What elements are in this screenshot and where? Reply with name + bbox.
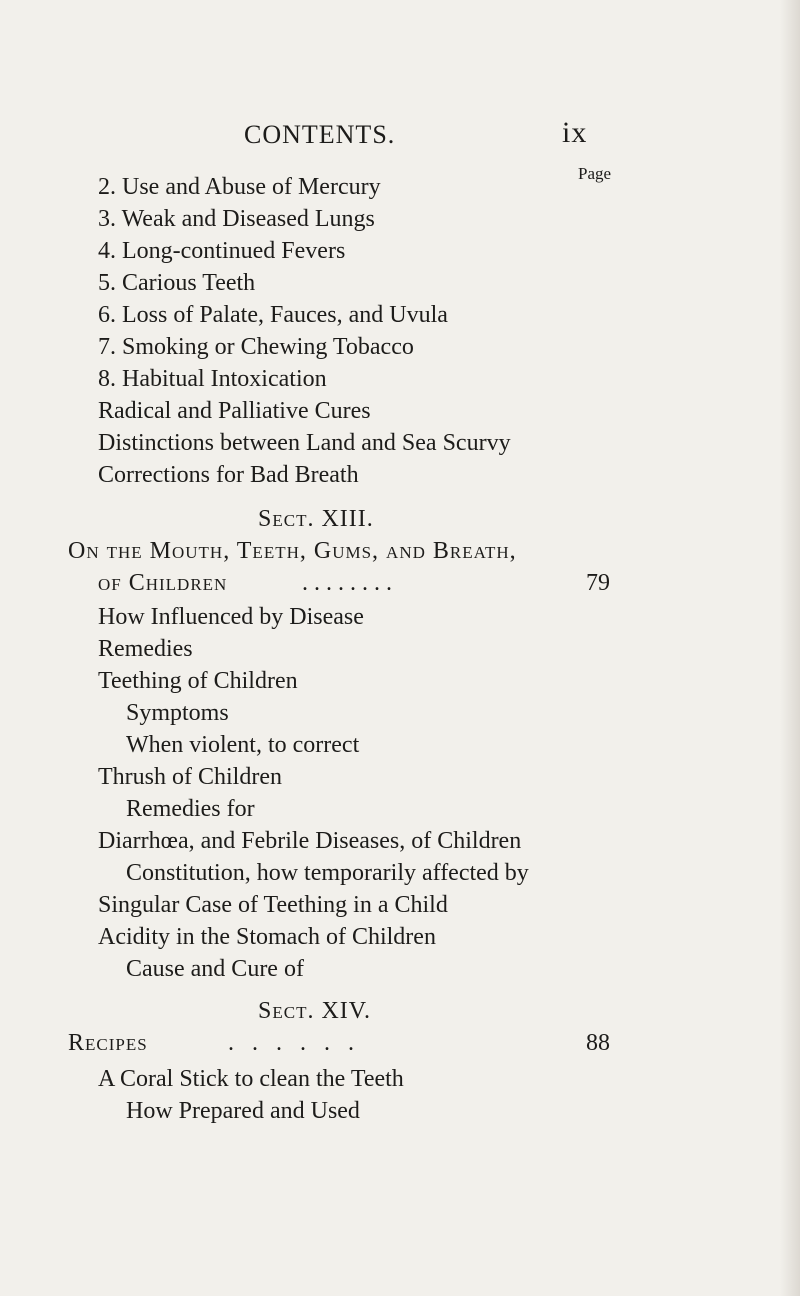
entry-mercury: 2. Use and Abuse of Mercury <box>98 174 381 200</box>
entry-cures: Radical and Palliative Cures <box>98 398 371 424</box>
entry-diarrhoea: Diarrhœa, and Febrile Diseases, of Children <box>98 828 522 854</box>
section-13-heading: Sect. XIII. <box>258 506 374 532</box>
section-13-title-line1: On the Mouth, Teeth, Gums, and Breath, <box>68 538 517 564</box>
section-13-page: 79 <box>586 570 610 596</box>
entry-symptoms: Symptoms <box>126 700 229 726</box>
entry-palate: 6. Loss of Palate, Fauces, and Uvula <box>98 302 448 328</box>
running-head-title: CONTENTS. <box>244 120 396 149</box>
section-14-page: 88 <box>586 1030 610 1056</box>
entry-remedies: Remedies <box>98 636 193 662</box>
entry-singular-case: Singular Case of Teething in a Child <box>98 892 448 918</box>
section-13-title-line2: of Children <box>98 570 228 596</box>
entry-scurvy: Distinctions between Land and Sea Scurvy <box>98 430 511 456</box>
page-numeral: ix <box>562 116 588 149</box>
section-13-leaders: . . . . . . . . <box>302 570 392 596</box>
entry-acidity: Acidity in the Stomach of Children <box>98 924 436 950</box>
section-14-title: Recipes <box>68 1030 148 1056</box>
entry-intoxication: 8. Habitual Intoxication <box>98 366 327 392</box>
entry-tobacco: 7. Smoking or Chewing Tobacco <box>98 334 414 360</box>
entry-cause-cure: Cause and Cure of <box>126 956 304 982</box>
entry-bad-breath: Corrections for Bad Breath <box>98 462 359 488</box>
entry-influenced: How Influenced by Disease <box>98 604 364 630</box>
section-14-heading: Sect. XIV. <box>258 998 372 1024</box>
entry-coral-stick: A Coral Stick to clean the Teeth <box>98 1066 404 1092</box>
page-edge-shadow <box>780 0 800 1296</box>
entry-constitution: Constitution, how temporarily affected by <box>126 860 529 886</box>
entry-lungs: 3. Weak and Diseased Lungs <box>98 206 375 232</box>
entry-carious-teeth: 5. Carious Teeth <box>98 270 256 296</box>
entry-thrush: Thrush of Children <box>98 764 282 790</box>
entry-violent: When violent, to correct <box>126 732 360 758</box>
page-column-label: Page <box>578 164 612 183</box>
entry-remedies-for: Remedies for <box>126 796 255 822</box>
entry-fevers: 4. Long-continued Fevers <box>98 238 346 264</box>
section-14-leaders: . . . . . . <box>228 1030 354 1056</box>
entry-teething: Teething of Children <box>98 668 298 694</box>
entry-prepared: How Prepared and Used <box>126 1098 360 1124</box>
